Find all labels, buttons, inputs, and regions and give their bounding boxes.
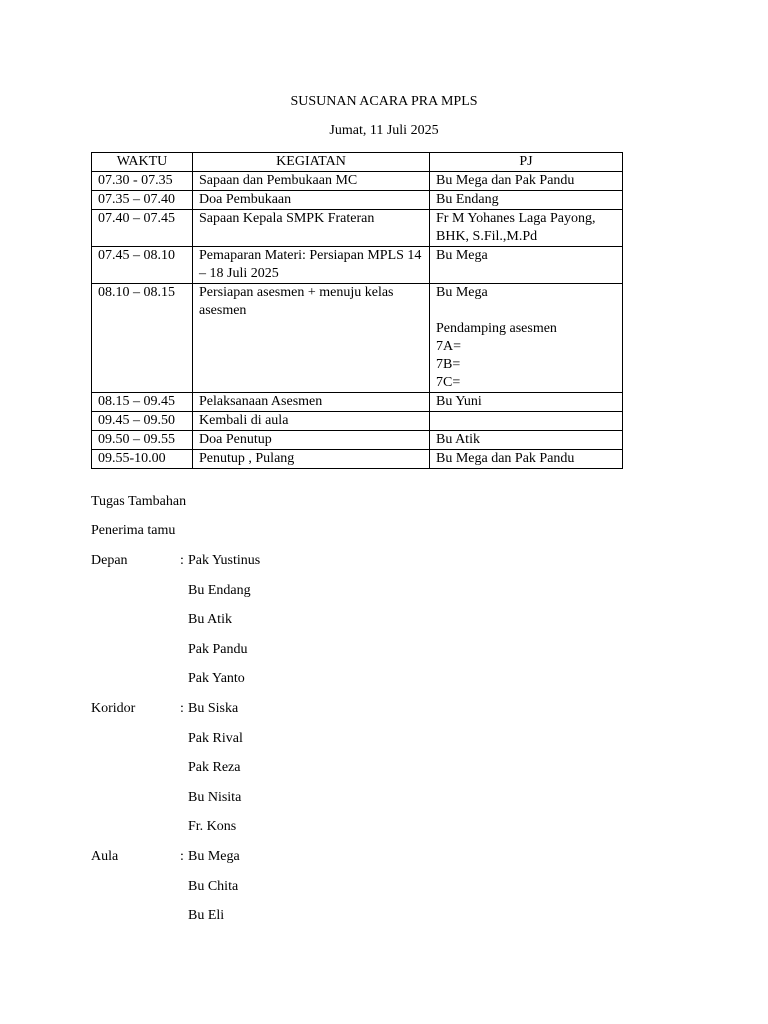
cell-time: 07.30 - 07.35 xyxy=(92,172,193,191)
guest-reception-subtitle: Penerima tamu xyxy=(91,523,176,538)
table-row xyxy=(92,191,623,210)
list-item xyxy=(91,730,491,760)
pj-line-blank xyxy=(436,302,616,320)
extra-tasks-title: Tugas Tambahan xyxy=(91,494,187,509)
person-name: Pak Yustinus xyxy=(188,553,261,568)
person-name: Bu Atik xyxy=(188,612,232,628)
cell-pj xyxy=(430,284,623,393)
column-header-pj: PJ xyxy=(430,153,623,172)
table-header-row xyxy=(92,153,623,172)
cell-time: 08.15 – 09.45 xyxy=(92,393,193,412)
list-item xyxy=(91,848,491,878)
cell-activity: Doa Pembukaan xyxy=(193,191,430,210)
cell-time: 07.40 – 07.45 xyxy=(92,210,193,247)
document-date: Jumat, 11 Juli 2025 xyxy=(329,123,439,138)
cell-activity: Sapaan Kepala SMPK Frateran xyxy=(193,210,430,247)
colon-separator: : xyxy=(180,553,184,568)
person-name: Pak Rival xyxy=(188,730,243,746)
table-row xyxy=(92,172,623,191)
column-header-kegiatan: KEGIATAN xyxy=(193,153,430,172)
table-row xyxy=(92,412,623,431)
list-item xyxy=(91,670,491,700)
list-item xyxy=(91,878,491,908)
cell-pj xyxy=(430,412,623,431)
cell-time: 09.50 – 09.55 xyxy=(92,431,193,450)
column-header-waktu: WAKTU xyxy=(92,153,193,172)
table-row xyxy=(92,393,623,412)
pj-line: Bu Mega xyxy=(436,285,488,300)
cell-activity: Kembali di aula xyxy=(193,412,430,431)
list-item xyxy=(91,611,491,641)
cell-activity: Doa Penutup xyxy=(193,431,430,450)
cell-activity: Pemaparan Materi: Persiapan MPLS 14 – 18 Juli 2025 xyxy=(193,247,430,284)
cell-activity: Pelaksanaan Asesmen xyxy=(193,393,430,412)
list-item xyxy=(91,759,491,789)
colon-separator: : xyxy=(180,848,184,864)
location-label: Depan xyxy=(91,553,128,568)
cell-time: 09.45 – 09.50 xyxy=(92,412,193,431)
reception-list xyxy=(91,552,491,937)
list-item xyxy=(91,818,491,848)
list-item xyxy=(91,552,491,582)
table-row xyxy=(92,431,623,450)
person-name: Bu Mega xyxy=(188,848,240,864)
schedule-table xyxy=(91,152,623,469)
list-item xyxy=(91,700,491,730)
person-name: Pak Reza xyxy=(188,760,241,776)
cell-pj: Bu Mega dan Pak Pandu xyxy=(430,450,623,469)
table-row xyxy=(92,284,623,393)
cell-pj: Bu Atik xyxy=(430,431,623,450)
person-name: Pak Pandu xyxy=(188,641,248,657)
person-name: Bu Chita xyxy=(188,878,239,894)
pj-line: 7A= xyxy=(436,339,462,354)
location-label: Koridor xyxy=(91,700,136,716)
list-item xyxy=(91,641,491,671)
cell-activity: Sapaan dan Pembukaan MC xyxy=(193,172,430,191)
pj-line: 7B= xyxy=(436,357,461,372)
person-name: Bu Endang xyxy=(188,582,251,598)
pj-line: 7C= xyxy=(436,375,461,390)
cell-time: 09.55-10.00 xyxy=(92,450,193,469)
person-name: Fr. Kons xyxy=(188,819,237,835)
person-name: Bu Eli xyxy=(188,908,225,924)
cell-time: 07.35 – 07.40 xyxy=(92,191,193,210)
cell-activity: Penutup , Pulang xyxy=(193,450,430,469)
cell-activity: Persiapan asesmen + menuju kelas asesmen xyxy=(193,284,430,393)
list-item xyxy=(91,789,491,819)
cell-pj: Bu Yuni xyxy=(430,393,623,412)
list-item xyxy=(91,582,491,612)
cell-pj: Fr M Yohanes Laga Payong, BHK, S.Fil.,M.Pd xyxy=(430,210,623,247)
cell-time: 08.10 – 08.15 xyxy=(92,284,193,393)
list-item xyxy=(91,907,491,937)
cell-pj: Bu Mega xyxy=(430,247,623,284)
table-row xyxy=(92,247,623,284)
person-name: Pak Yanto xyxy=(188,671,245,687)
cell-pj: Bu Endang xyxy=(430,191,623,210)
pj-line: Pendamping asesmen xyxy=(436,321,557,336)
table-row xyxy=(92,210,623,247)
colon-separator: : xyxy=(180,700,184,716)
cell-time: 07.45 – 08.10 xyxy=(92,247,193,284)
document-title: SUSUNAN ACARA PRA MPLS xyxy=(290,94,478,109)
location-label: Aula xyxy=(91,848,119,864)
person-name: Bu Nisita xyxy=(188,789,242,805)
cell-pj: Bu Mega dan Pak Pandu xyxy=(430,172,623,191)
table-row xyxy=(92,450,623,469)
person-name: Bu Siska xyxy=(188,700,239,716)
